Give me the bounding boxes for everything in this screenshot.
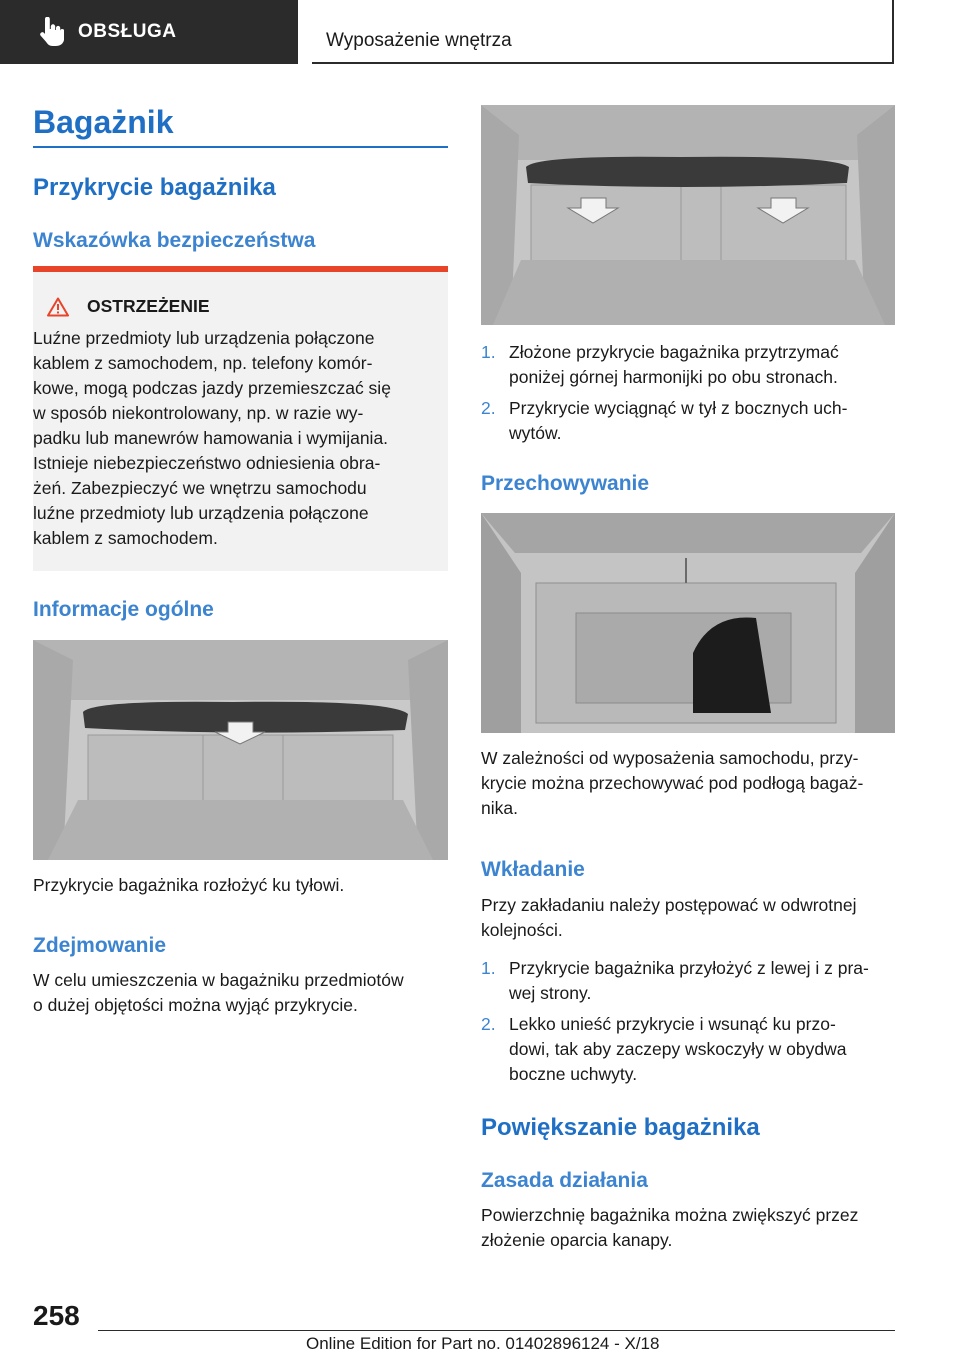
section-tab-label: OBSŁUGA bbox=[78, 21, 177, 42]
step-line: Lekko unieść przykrycie i wsunąć ku przo- bbox=[509, 1014, 836, 1034]
photo-cover-removal bbox=[481, 105, 895, 325]
heading-insert: Wkładanie bbox=[481, 858, 585, 881]
list-item bbox=[481, 1012, 895, 1087]
heading-safety: Wskazówka bezpieczeństwa bbox=[33, 229, 316, 252]
pointing-hand-icon bbox=[38, 17, 64, 47]
steps-insert bbox=[481, 956, 895, 1093]
remove-line: W celu umieszczenia w bagażniku przedmiotów bbox=[33, 970, 404, 990]
warning-line: kablem z samochodem. bbox=[33, 528, 218, 548]
remove-line: o dużej objętości można wyjąć przykrycie. bbox=[33, 995, 358, 1015]
footer-rule bbox=[98, 1330, 895, 1331]
section-tab bbox=[0, 0, 298, 64]
photo-cover-storage bbox=[481, 513, 895, 733]
storage-line: krycie można przechowywać pod podłogą bagaż- bbox=[481, 773, 864, 793]
title-rule bbox=[33, 146, 448, 148]
insert-line: kolejności. bbox=[481, 920, 563, 940]
heading-enlarge: Powiększanie bagażnika bbox=[481, 1114, 760, 1141]
heading-remove: Zdejmowanie bbox=[33, 934, 167, 957]
step-line: dowi, tak aby zaczepy wskoczyły w obydwa bbox=[509, 1039, 847, 1059]
warning-line: padku lub manewrów hamowania i wymijania. bbox=[33, 428, 389, 448]
step-line: Złożone przykrycie bagażnika przytrzymać bbox=[509, 342, 839, 362]
warning-triangle-icon bbox=[47, 297, 69, 317]
storage-text bbox=[481, 746, 863, 821]
insert-line: Przy zakładaniu należy postępować w odwrotnej bbox=[481, 895, 857, 915]
page-number: 258 bbox=[33, 1300, 80, 1331]
insert-text bbox=[481, 893, 856, 943]
steps-remove bbox=[481, 340, 895, 452]
heading-cover: Przykrycie bagażnika bbox=[33, 174, 276, 201]
list-item bbox=[481, 396, 895, 446]
heading-principle: Zasada działania bbox=[481, 1169, 648, 1192]
warning-line: żeń. Zabezpieczyć we wnętrzu samochodu bbox=[33, 478, 367, 498]
photo-cover-extended bbox=[33, 640, 448, 860]
step-number: 2. bbox=[481, 398, 496, 418]
principle-line: złożenie oparcia kanapy. bbox=[481, 1230, 673, 1250]
warning-text bbox=[33, 326, 433, 551]
warning-line: w sposób niekontrolowany, np. w razie wy- bbox=[33, 403, 364, 423]
step-line: poniżej górnej harmonijki po obu stronach. bbox=[509, 367, 838, 387]
warning-title: OSTRZEŻENIE bbox=[87, 296, 210, 316]
warning-line: kowe, mogą podczas jazdy przemieszczać się bbox=[33, 378, 391, 398]
storage-line: nika. bbox=[481, 798, 518, 818]
step-number: 1. bbox=[481, 958, 496, 978]
storage-line: W zależności od wyposażenia samochodu, przy- bbox=[481, 748, 859, 768]
footer-edition: Online Edition for Part no. 01402896124 - X/18 bbox=[306, 1334, 660, 1353]
principle-text bbox=[481, 1203, 858, 1253]
heading-storage: Przechowywanie bbox=[481, 472, 650, 495]
step-line: boczne uchwyty. bbox=[509, 1064, 638, 1084]
list-item bbox=[481, 340, 895, 390]
step-number: 2. bbox=[481, 1014, 496, 1034]
step-line: wytów. bbox=[509, 423, 562, 443]
warning-line: luźne przedmioty lub urządzenia połączone bbox=[33, 503, 369, 523]
caption-general: Przykrycie bagażnika rozłożyć ku tyłowi. bbox=[33, 875, 345, 895]
warning-header bbox=[47, 296, 210, 317]
remove-text bbox=[33, 968, 404, 1018]
warning-box bbox=[33, 266, 448, 571]
warning-line: kablem z samochodem, np. telefony komór- bbox=[33, 353, 373, 373]
step-line: Przykrycie bagażnika przyłożyć z lewej i z pra- bbox=[509, 958, 869, 978]
chapter-title: Wyposażenie wnętrza bbox=[326, 30, 512, 51]
step-line: wej strony. bbox=[509, 983, 592, 1003]
step-line: Przykrycie wyciągnąć w tył z bocznych uch- bbox=[509, 398, 848, 418]
chapter-header bbox=[312, 0, 894, 64]
page-title: Bagażnik bbox=[33, 104, 174, 140]
warning-line: Luźne przedmioty lub urządzenia połączone bbox=[33, 328, 375, 348]
step-number: 1. bbox=[481, 342, 496, 362]
principle-line: Powierzchnię bagażnika można zwiększyć przez bbox=[481, 1205, 859, 1225]
list-item bbox=[481, 956, 895, 1006]
heading-general: Informacje ogólne bbox=[33, 598, 214, 621]
warning-line: Istnieje niebezpieczeństwo odniesienia obra- bbox=[33, 453, 381, 473]
